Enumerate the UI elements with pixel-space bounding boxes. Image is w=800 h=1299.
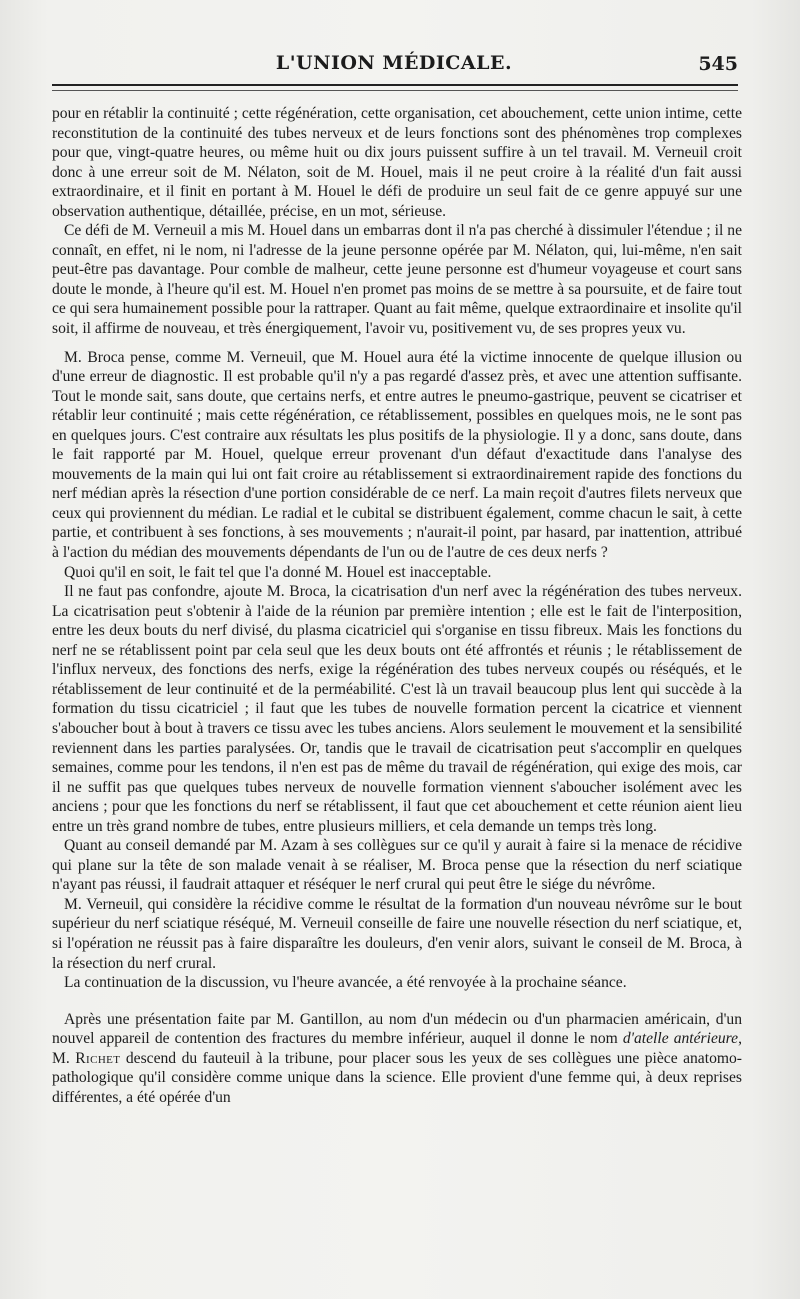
paragraph xyxy=(52,1010,742,1108)
article-body xyxy=(52,104,742,1107)
paragraph: Il ne faut pas confondre, ajoute M. Broca, la cicatrisation d'un nerf avec la régénération des tubes nerveux. La cicatrisation peut s'obtenir à l'aide de la réunion par première intention ; elle est le fait de l'interposition, entre les deux bouts du nerf divisé, du plasma cicatriciel qui s'organise en tissu fibreux. Mais les fonctions du nerf ne se rétablissent point par cela seul que les deux bouts ont été affrontés et réunis ; le rétablissement de l'influx nerveux, des fonctions des nerfs, exige la régénération des tubes nerveux coupés ou réséqués, et le rétablissement de leur continuité et de la perméabilité. C'est là un travail beaucoup plus lent qui succède à la formation du tissu cicatriciel ; il faut que les tubes de nouvelle formation percent la cicatrice et viennent s'aboucher bout à bout à travers ce tissu avec les tubes anciens. Alors seulement le mouvement et la sensibilité reviennent dans les parties paralysées. Or, tandis que le travail de cicatrisation peut s'accomplir en quelques semaines, comme pour les tendons, il n'en est pas de même du travail de régénération, qui exige des mois, car il ne suffit pas que quelques tubes nerveux de nouvelle formation viennent s'aboucher isolément avec les anciens ; pour que les fonctions du nerf se rétablissent, il faut que cet abouchement et cette réunion aient lieu entre un très grand nombre de tubes, entre plusieurs milliers, et cela demande un temps très long. xyxy=(52,583,742,835)
paragraph: M. Verneuil, qui considère la récidive comme le résultat de la formation d'un nouveau névrôme sur le bout supérieur du nerf sciatique réséqué, M. Verneuil conseille de faire une nouvelle résection du nerf sciatique, et, si l'opération ne réussit pas à faire disparaître les douleurs, d'en venir alors, suivant le conseil de M. Broca, à la résection du nerf crural. xyxy=(52,895,742,972)
paragraph: pour en rétablir la continuité ; cette régénération, cette organisation, cet abouchement, cette union intime, cette reconstitution de la continuité des tubes nerveux et de leurs fonctions sont des phénomènes trop complexes pour que, vingt-quatre heures, ou même huit ou dix jours puissent suffire à un tel travail. M. Verneuil croit donc à une erreur soit de M. Nélaton, soit de M. Houel, mais il ne peut croire à la réalité d'un fait aussi extraordinaire, et il finit en portant à M. Houel le défi de produire un seul fait de ce genre appuyé sur une observation authentique, détaillée, précise, en un mot, sérieuse. xyxy=(52,105,742,220)
page-number: 545 xyxy=(698,53,738,75)
header-rule-thin xyxy=(52,90,738,91)
paragraph: Quant au conseil demandé par M. Azam à ses collègues sur ce qu'il y aurait à faire si la menace de récidive qui plane sur la tête de son malade venait à se réaliser, M. Broca pense que la résection du nerf sciatique n'ayant pas réussi, il faudrait attaquer et réséquer le nerf crural qui peut être le siége du névrôme. xyxy=(52,837,742,894)
italic-term: d'atelle antérieure xyxy=(622,1030,739,1048)
author-name: Richet xyxy=(75,1049,121,1067)
paragraph: M. Broca pense, comme M. Verneuil, que M. Houel aura été la victime innocente de quelque illusion ou d'une erreur de diagnostic. Il est probable qu'il n'y a pas regardé d'assez près, et avec une attention suffisante. Tout le monde sait, sans doute, que certains nerfs, et entre autres le pneumo-gastrique, peuvent se cicatriser et rétablir leur continuité ; mais cette régénération, ce rétablissement, possibles en quelques mois, ne le sont pas en quelques jours. C'est contraire aux résultats les plus positifs de la physiologie. Il y a donc, sans doute, dans le fait rapporté par M. Houel, quelque erreur provenant d'un défaut d'exactitude dans l'analyse des mouvements de la main qui lui ont fait croire au rétablissement si extraordinairement rapide des fonctions du nerf médian après la résection d'une portion considérable de ce nerf. La main reçoit d'autres filets nerveux que ceux qui proviennent du médian. Le radial et le cubital se distribuent également, comme chacun le sait, à cette partie, et contribuent à ses fonctions, à ses mouvements ; n'aurait-il point, par hasard, par inattention, attribué à l'action du médian des mouvements dépendants de l'un ou de l'autre de ces deux nerfs ? xyxy=(52,348,742,562)
journal-title: L'UNION MÉDICALE. xyxy=(275,52,513,74)
paragraph-text: , M. xyxy=(52,1030,742,1067)
paragraph-text: Après une présentation faite par M. Gantillon, au nom d'un médecin ou d'un pharmacien américain, d'un nouvel appareil de contention des fractures du membre inférieur, auquel il donne le nom xyxy=(52,1010,742,1048)
paragraph-text: descend du fauteuil à la tribune, pour placer sous les yeux de ses collègues une pièce anatomo-pathologique qu'il considère comme unique dans la science. Elle provient d'une femme qui, à deux reprises différentes, a été opérée d'un xyxy=(52,1049,742,1106)
running-header xyxy=(50,52,738,80)
paragraph: Ce défi de M. Verneuil a mis M. Houel dans un embarras dont il n'a pas cherché à dissimuler l'étendue ; il ne connaît, en effet, ni le nom, ni l'adresse de la jeune personne opérée par M. Nélaton, qui, lui-même, n'en sait peut-être pas davantage. Pour comble de malheur, cette jeune personne est d'humeur voyageuse et court sans doute le monde, à l'heure qu'il est. M. Houel n'en promet pas moins de se mettre à sa poursuite, et de faire tout ce qui sera humainement possible pour la rattraper. Quant au fait même, quelque extraordinaire et insolite qu'il soit, il affirme de nouveau, et très énergiquement, l'avoir vu, positivement vu, de ses propres yeux vu. xyxy=(52,222,742,338)
header-rule xyxy=(52,84,738,86)
paragraph: La continuation de la discussion, vu l'heure avancée, a été renvoyée à la prochaine séance. xyxy=(64,974,627,992)
paragraph: Quoi qu'il en soit, le fait tel que l'a donné M. Houel est inacceptable. xyxy=(64,563,492,581)
